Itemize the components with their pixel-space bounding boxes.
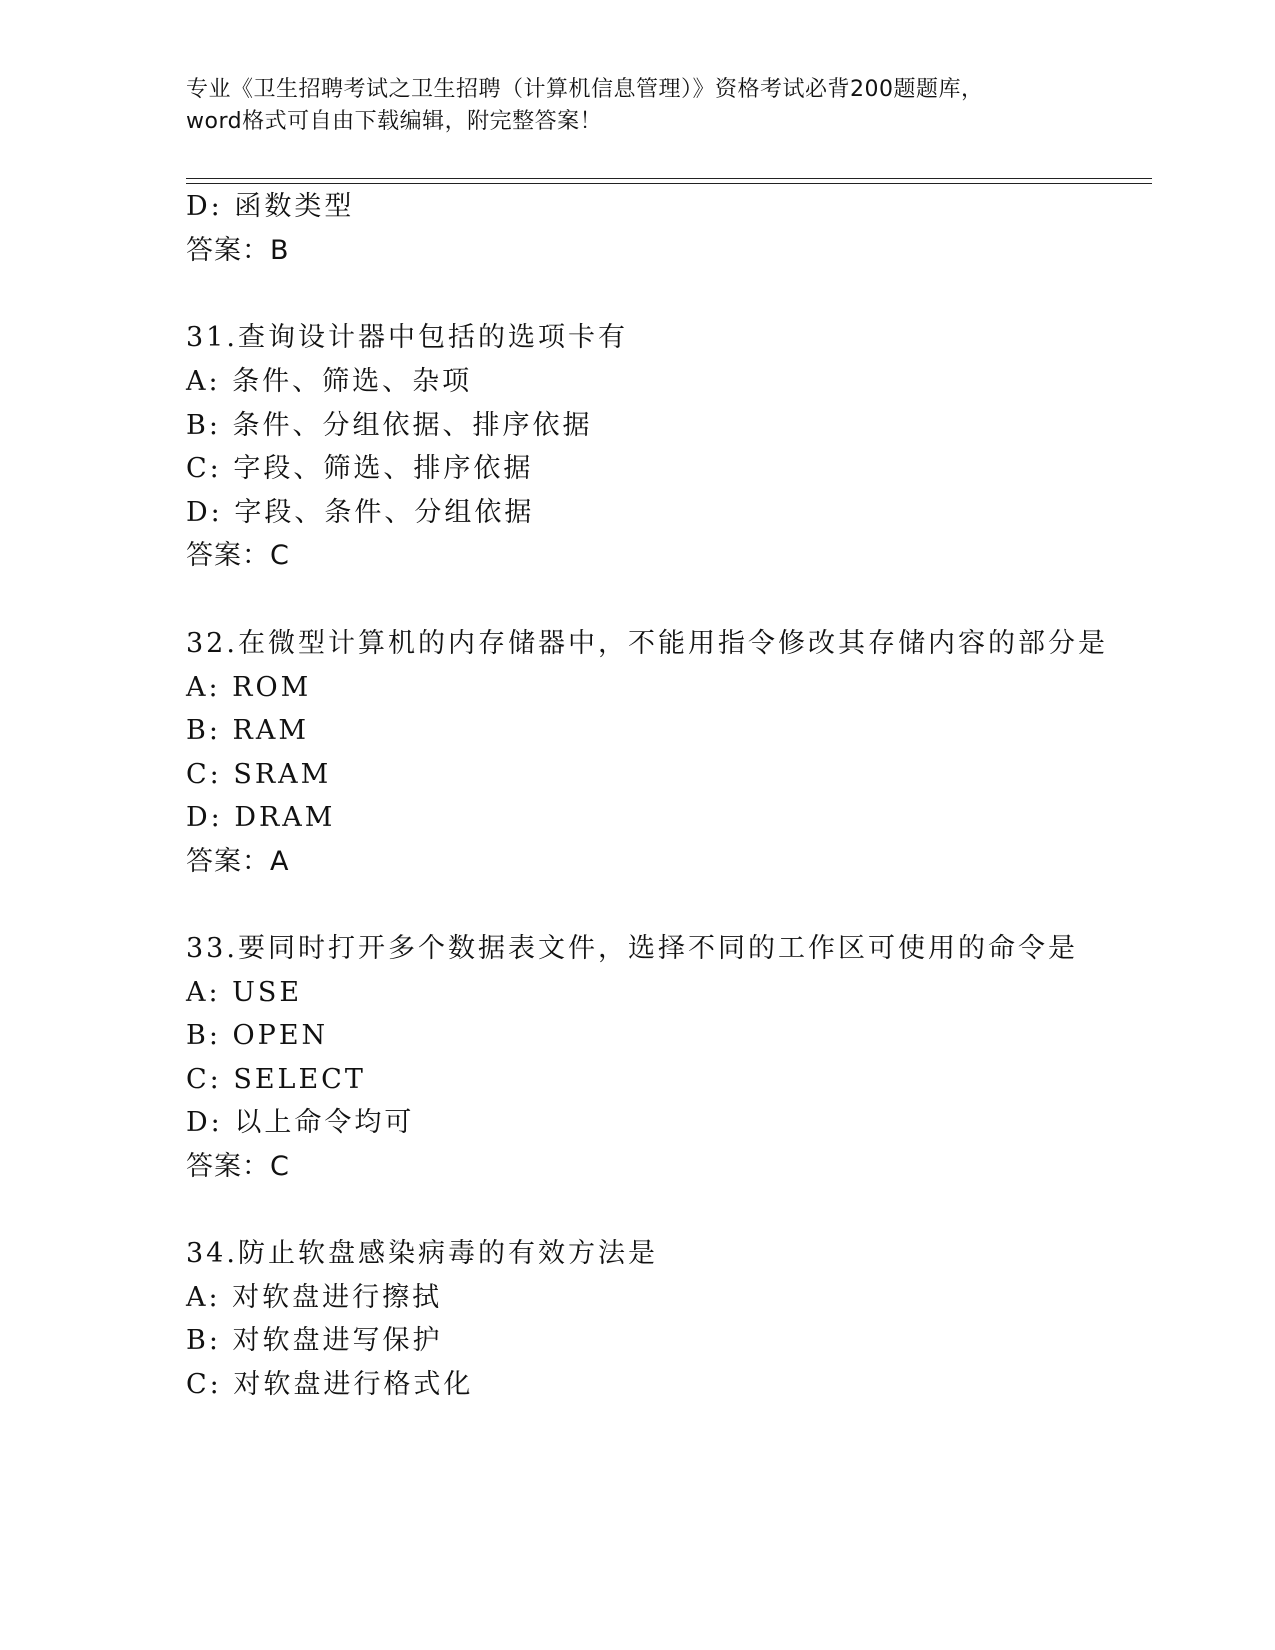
q32-stem: 32.在微型计算机的内存储器中，不能用指令修改其存储内容的部分是 (186, 628, 1108, 659)
q31-option-d: D: 字段、条件、分组依据 (186, 497, 535, 528)
header-title-line-2: word格式可自由下载编辑，附完整答案！ (186, 109, 603, 134)
q32-option-a: A: ROM (186, 672, 312, 703)
q31-option-c: C: 字段、筛选、排序依据 (186, 453, 534, 484)
q33-option-a: A: USE (186, 977, 303, 1008)
q34-option-b: B: 对软盘进写保护 (186, 1325, 443, 1356)
q31-option-a: A: 条件、筛选、杂项 (186, 366, 473, 397)
q32-answer: 答案：A (186, 846, 290, 877)
header-divider-bottom (186, 183, 1152, 184)
q31-stem: 31.查询设计器中包括的选项卡有 (186, 322, 628, 353)
q33-option-c: C: SELECT (186, 1064, 366, 1095)
q32-option-d: D: DRAM (186, 802, 336, 833)
q34-stem: 34.防止软盘感染病毒的有效方法是 (186, 1238, 658, 1269)
q31-answer: 答案：C (186, 540, 290, 571)
header-divider-top (186, 178, 1152, 179)
header-title-line-1: 专业《卫生招聘考试之卫生招聘（计算机信息管理）》资格考试必背200题题库， (186, 77, 984, 102)
prev-option-d: D: 函数类型 (186, 191, 355, 222)
q32-option-c: C: SRAM (186, 759, 332, 790)
q34-option-a: A: 对软盘进行擦拭 (186, 1282, 443, 1313)
q33-stem: 33.要同时打开多个数据表文件，选择不同的工作区可使用的命令是 (186, 933, 1078, 964)
q31-option-b: B: 条件、分组依据、排序依据 (186, 410, 593, 441)
prev-answer: 答案：B (186, 235, 290, 266)
q34-option-c: C: 对软盘进行格式化 (186, 1369, 474, 1400)
document-header (186, 74, 1086, 138)
q33-option-d: D: 以上命令均可 (186, 1107, 415, 1138)
q33-answer: 答案：C (186, 1151, 290, 1182)
q32-option-b: B: RAM (186, 715, 309, 746)
q33-option-b: B: OPEN (186, 1020, 329, 1051)
